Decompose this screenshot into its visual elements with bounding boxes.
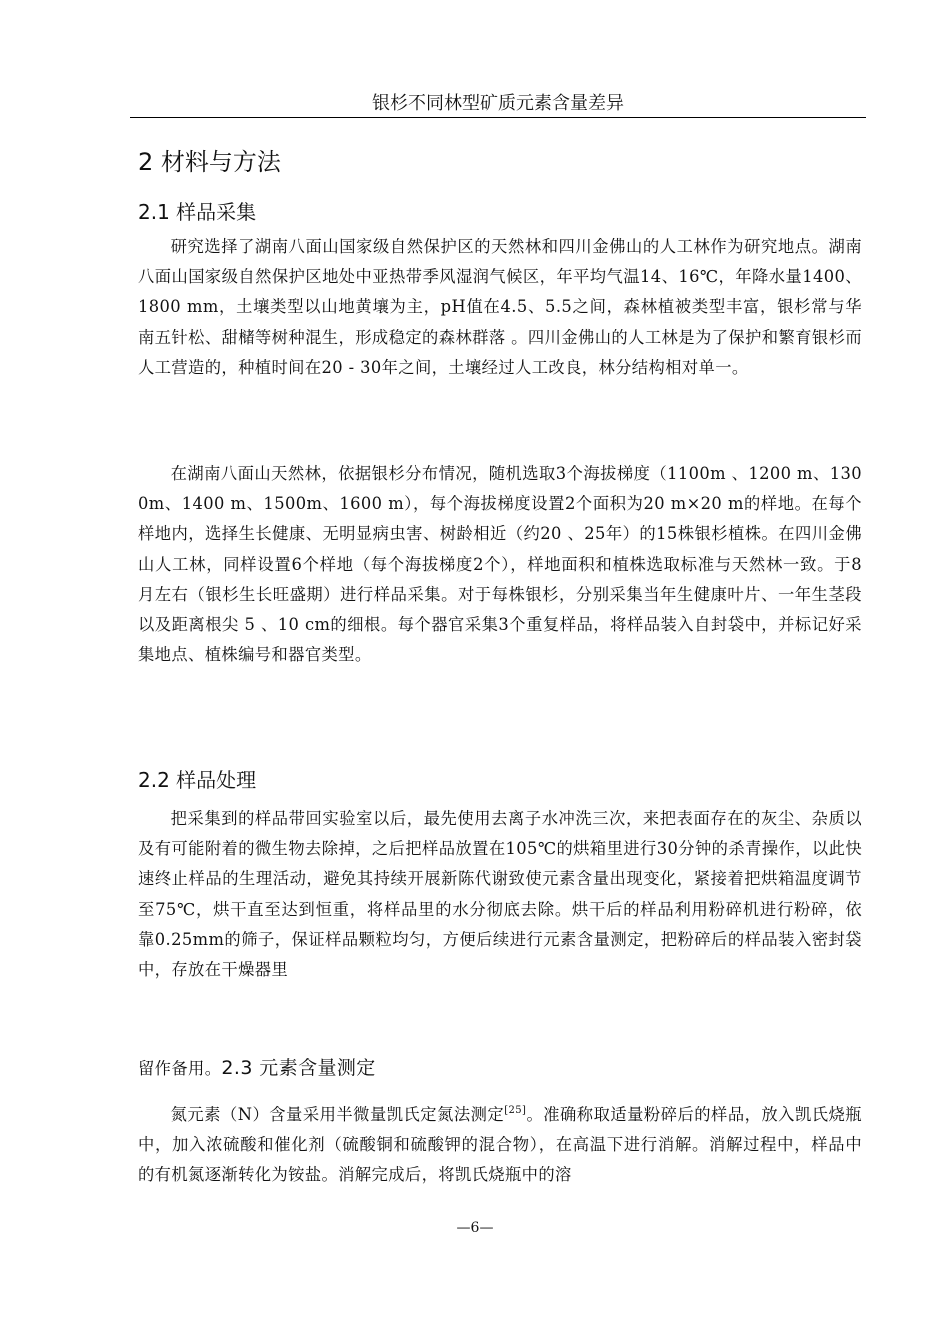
citation-ref: [25] (504, 1105, 527, 1116)
nitrogen-text-start: 氮元素（N）含量采用半微量凯氏定氮法测定 (170, 1105, 505, 1124)
paragraph-sample-processing: 把采集到的样品带回实验室以后，最先使用去离子水冲洗三次，来把表面存在的灰尘、杂质以及有可能附着的微生物去除掉，之后把样品放置在105℃的烘箱里进行30分钟的杀青操作，以此快速终止样品的生理活动，避免其持续开展新陈代谢致使元素含量出现变化，紧接着把烘箱温度调节至75℃，烘干直至达到恒重，将样品里的水分彻底去除。烘干后的样品利用粉碎机进行粉碎，依靠0.25mm的筛子，保证样品颗粒均匀，方便后续进行元素含量测定，把粉碎后的样品装入密封袋中，存放在干燥器里 (138, 809, 862, 980)
running-header: 银杉不同林型矿质元素含量差异 (372, 93, 624, 114)
paragraph-continuation (138, 1052, 862, 1085)
paragraph-sample-sites: 研究选择了湖南八面山国家级自然保护区的天然林和四川金佛山的人工林作为研究地点。湖南八面山国家级自然保护区地处中亚热带季风湿润气候区，年平均气温14、16℃，年降水量1400、1800 mm，土壤类型以山地黄壤为主，pH值在4.5、5.5之间，森林植被类型丰富，银杉常与华南五针松、甜槠等树种混生，形成稳定的森林群落 。四川金佛山的人工林是为了保护和繁育银杉而人工营造的，种植时间在20 - 30年之间，土壤经过人工改良，林分结构相对单一。 (138, 237, 862, 377)
continuation-text: 留作备用。 (138, 1059, 222, 1078)
subsection-heading-2-2: 2.2 样品处理 (138, 768, 257, 792)
paragraph-nitrogen-method (138, 1100, 862, 1191)
section-heading: 2 材料与方法 (138, 148, 281, 176)
paragraph-sampling-design: 在湖南八面山天然林，依据银杉分布情况，随机选取3个海拔梯度（1100m 、1200 m、1300m、1400 m、1500m、1600 m），每个海拔梯度设置2个面积为20 m×20 m的样地。在每个样地内，选择生长健康、无明显病虫害、树龄相近（约20 、25年）的15株银杉植株。在四川金佛山人工林，同样设置6个样地（每个海拔梯度2个），样地面积和植株选取标准与天然林一致。于8月左右（银杉生长旺盛期）进行样品采集。对于每株银杉，分别采集当年生健康叶片、一年生茎段以及距离根尖 5 、10 cm的细根。每个器官采集3个重复样品，将样品装入自封袋中，并标记好采集地点、植株编号和器官类型。 (138, 464, 862, 665)
nitrogen-text-rest: 。准确称取适量粉碎后的样品，放入凯氏烧瓶中，加入浓硫酸和催化剂（硫酸铜和硫酸钾的混合物），在高温下进行消解。消解过程中，样品中的有机氮逐渐转化为铵盐。消解完成后，将凯氏烧瓶中的溶 (138, 1105, 862, 1185)
subsection-heading-2-1: 2.1 样品采集 (138, 200, 257, 224)
page-number: —6— (456, 1220, 494, 1236)
header-rule (130, 117, 866, 118)
subsection-heading-2-3: 2.3 元素含量测定 (221, 1057, 376, 1079)
